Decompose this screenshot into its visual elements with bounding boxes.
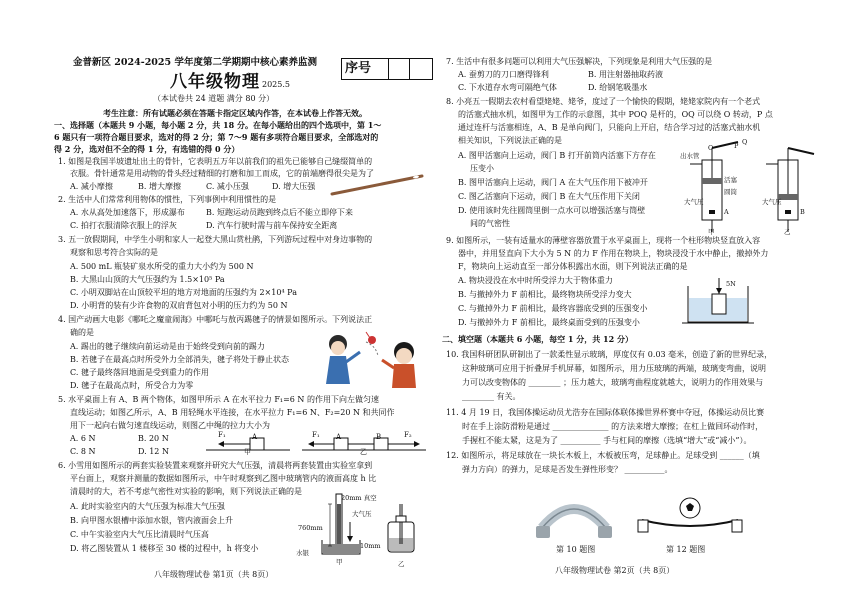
floating-block-diagram: [682, 276, 754, 332]
question-text: 相关知识，下列说法正确的是: [458, 136, 562, 145]
question-text: 2. 生活中人们常常利用物体的惯性，下列事例中利用惯性的是: [58, 195, 277, 204]
question-text: 手握杠不能太紧，这是为了 __________ 手与杠间的摩擦（选填“增大”或“减小”）。: [462, 436, 752, 445]
section-heading: 二、填空题（本题共 6 小题，每空 1 分，共 12 分）: [442, 334, 633, 344]
option: C. 8 N: [70, 447, 96, 456]
question-text: 5. 水平桌面上有 A、B 两个物体，如图甲所示 A 在水平拉力 F₁=6 N 的作用下向左做匀速: [58, 395, 379, 404]
option: D. 与撤掉外力 F 前相比，最终桌面受到的压强变小: [458, 318, 640, 327]
option: D. 给钢笔吸墨水: [588, 83, 648, 92]
question-text: 9. 如图所示，一装有适量水的薄壁容器放置于水平桌面上，现将一个柱形物块竖直放入容: [446, 236, 761, 245]
option: C. 与撤掉外力 F 前相比，最终容器底受到的压强变小: [458, 304, 648, 313]
figure-label: 甲: [244, 448, 251, 456]
section-heading: 6 题只有一项符合题目要求，选对的得 2 分；第 7～9 题有多项符合题目要求，全部选对的: [54, 132, 379, 142]
option: D. 12 N: [138, 447, 169, 456]
football-on-board-diagram: [636, 496, 744, 536]
option: C. 图乙活塞向下运动，阀门 B 在大气压作用下关闭: [458, 192, 640, 201]
question-text: 通过连杆与活塞相连，A、B 是单向阀门，只能向上开启，结合学习过的活塞式抽水机: [458, 123, 761, 132]
option: B. 与撤掉外力 F 前相比，最终物块所受浮力变大: [458, 290, 632, 299]
option: A. 水从高处加速落下，形成瀑布: [70, 208, 185, 217]
question-text: 衣服。骨针通常是用动物的骨头经过精细的打磨和加工而成，它的前端磨得很尖是为了: [70, 169, 374, 178]
question-text: 直线运动；如图乙所示，A、B 用轻绳水平连接，在水平拉力 F₁=6 N、F₂=20 N 和共同作: [70, 408, 395, 417]
figure-label: 甲: [708, 228, 715, 236]
question-text: ________ 有关。: [462, 392, 521, 401]
figure-caption: 第 10 题图: [556, 545, 596, 554]
block-label: A: [336, 433, 342, 441]
block-label: A: [252, 433, 258, 441]
figure-label: 圆筒: [724, 188, 737, 196]
question-text: 4. 国产动画大电影《哪吒之魔童闹海》中哪吒与敖丙踢毽子的情景如图所示。下列说法正: [58, 315, 373, 324]
question-text: 11. 4 月 19 日，我国体操运动员尤浩夯在国际体联体操世界杯赛中夺冠，体操运动员比赛: [446, 408, 765, 417]
option: A. 500 mL 瓶装矿泉水所受的重力大小约为 500 N: [70, 262, 254, 271]
question-text: 时在手上涂防滑粉是通过 ______________ 的方法来增大摩擦；在杠上做回环动作时，: [462, 422, 764, 431]
option: D. 汽车行驶时需与前车保持安全距离: [206, 221, 338, 230]
figure-label: 大气压: [352, 510, 372, 518]
question-text: 器中，并用竖直向下大小为 5 N 的力 F 作用在物块上，物块浸没于水中静止，撤掉外力: [458, 249, 769, 258]
figure-label: P: [734, 142, 739, 150]
question-text: 力可以改变物体的 ________ ；压力越大，玻璃弯曲程度就越大，说明力的作用效果与: [462, 378, 764, 387]
option: D. 毽子在最高点时，所受合力为零: [70, 381, 194, 390]
exam-date: 2025.5: [262, 80, 290, 89]
option: B. 若毽子在最高点时所受外力全部消失，毽子将处于静止状态: [70, 355, 289, 364]
option: B. 向甲图水银槽中添加水银，管内液面会上升: [70, 516, 233, 525]
question-text: 平台面上，观察并测量的数据如图所示，中午时观察到乙图中玻璃管内的液面高度 h 比: [70, 474, 377, 483]
figure-caption: 第 12 题图: [666, 545, 706, 554]
serial-cell[interactable]: [388, 59, 410, 79]
force-label: F₁: [218, 431, 226, 439]
pump-diagram: [680, 140, 830, 235]
question-text: 弹力方向）的弹力，足球是否发生弹性形变？ __________。: [462, 465, 673, 474]
figure-label: 20mm 真空: [341, 494, 377, 502]
question-text: 观察和思考符合实际的是: [70, 248, 158, 257]
page-footer: 八年级物理试卷 第1页（共 8页）: [154, 570, 274, 579]
block-label: B: [376, 433, 382, 441]
option: 压变小: [470, 164, 494, 173]
exam-scope: （本试卷共 24 道题 满分 80 分）: [153, 94, 275, 103]
notice: 考生注意：所有试题必须在答题卡指定区域内作答，在本试卷上作答无效。: [103, 108, 367, 118]
question-text: 3. 五一放假期间，中学生小明和家人一起登大黑山赏杜鹃，下列游玩过程中对身边事物的: [58, 235, 373, 244]
serial-label: 序号: [345, 61, 372, 76]
exam-header: 金普新区 2024-2025 学年度第二学期期中核心素养监测: [73, 57, 317, 68]
section-heading: 一、选择题（本题共 9 小题，每小题 2 分，共 18 分。在每小题给出的四个选项中，第 1～: [54, 120, 382, 130]
section-heading: 得 2 分，选对但不全的得 1 分，有选错的得 0 分）: [54, 144, 240, 154]
page-title: 八年级物理: [170, 72, 260, 92]
option: B. 大黑山山顶的大气压强约为 1.5×10⁵ Pa: [70, 275, 225, 284]
option: C. 下水道存水弯可隔绝气体: [458, 83, 557, 92]
question-text: 用下一起向右做匀速直线运动，则图乙中绳的拉力大小为: [70, 421, 270, 430]
figure-label: 乙: [360, 448, 367, 456]
option: B. 短跑运动员跑到终点后不能立即停下来: [206, 208, 353, 217]
flexible-glass-image: [536, 488, 612, 540]
figure-label: 出水管: [680, 152, 700, 160]
figure-label: Q: [742, 138, 748, 146]
option: A. 减小摩擦: [70, 182, 113, 191]
option: D. 使用该时先往圆筒里倒一点水可以增强活塞与筒壁: [458, 206, 646, 215]
question-text: 确的是: [70, 328, 94, 337]
option: A. 踢出的毽子继续向前运动是由于始终受到向前的踢力: [70, 342, 265, 351]
question-text: 这种玻璃可应用于折叠屏手机屏幕，如图所示，用力压玻璃的两端，玻璃变弯曲，说明: [462, 364, 766, 373]
option: C. 减小压强: [206, 182, 249, 191]
question-text: 清晨时的大，若不考虑气密性对实验的影响，则下列说法正确的是: [70, 487, 302, 496]
option: C. 小明双脚站在山顶较平坦的地方对地面的压强约为 2×10⁴ Pa: [70, 288, 297, 297]
bone-needle-image: [330, 170, 426, 200]
figure-label: 甲: [336, 558, 343, 566]
figure-label: 乙: [398, 560, 405, 568]
question-text: 的活塞式抽水机，如图甲为工作的示意图，其中 POQ 是杆的，OQ 可以绕 O 转动，P 点: [458, 110, 773, 119]
question-text: 10. 我国科研团队研制出了一款柔性显示玻璃，厚度仅有 0.03 毫米，创造了新的世界纪录，: [446, 350, 773, 359]
figure-label: 大气压: [762, 198, 782, 206]
force-label: F₂: [404, 431, 412, 439]
figure-label: 5N: [726, 280, 736, 288]
figure-label: A: [724, 208, 729, 216]
question-text: 8. 小亮五一假期去农村看望姥姥、姥爷，度过了一个愉快的假期，姥姥家院内有一个老式: [446, 97, 761, 106]
option: B. 图甲活塞向上运动，阀门 A 在大气压作用下被冲开: [458, 178, 648, 187]
question-text: 6. 小雪用如图所示的两套实验装置来观察并研究大气压强，清晨将两套装置由实验室拿到: [58, 461, 373, 470]
question-text: 7. 生活中有很多问题可以利用大气压强解决，下列现象是利用大气压强的是: [446, 57, 713, 66]
force-label: F₁: [312, 431, 320, 439]
option: A. 此时实验室内的大气压强为标准大气压强: [70, 502, 225, 511]
option: C. 毽子最终落回地面是受到重力的作用: [70, 368, 209, 377]
question-text: F，物块向上运动直至一部分体积露出水面，则下列说法正确的是: [458, 262, 688, 271]
page-footer: 八年级物理试卷 第2页（共 8页）: [555, 566, 675, 575]
figure-label: 大气压: [684, 198, 704, 206]
figure-label: 10mm: [360, 542, 381, 550]
option: B. 增大摩擦: [138, 182, 181, 191]
figure-label: 乙: [784, 228, 791, 236]
option: A. 6 N: [70, 434, 96, 443]
option: D. 小明背的装有少许食物的双肩背包对小明的压力约为 50 N: [70, 301, 288, 310]
figure-label: B: [800, 208, 805, 216]
question-text: 1. 如图是我国半坡遗址出土的骨针，它表明五万年以前我们的祖先已能够自己缝缀简单的: [58, 157, 373, 166]
option: 间的气密性: [470, 219, 510, 228]
serial-number-box[interactable]: [341, 58, 433, 80]
option: C. 拍打衣服清除衣服上的浮灰: [70, 221, 177, 230]
option: B. 用注射器抽取药液: [588, 70, 663, 79]
option: A. 蚕剪刀的刀口磨得锋利: [458, 70, 549, 79]
shuttlecock-cartoon: [316, 330, 426, 392]
option: A. 物块浸没在水中时所受浮力大于物体重力: [458, 276, 613, 285]
option: B. 20 N: [138, 434, 169, 443]
option: A. 图甲活塞向上运动，阀门 B 打开前筒内活塞下方存在: [458, 151, 656, 160]
figure-label: 活塞: [724, 176, 737, 184]
figure-label: 水银: [296, 549, 309, 557]
option: C. 中午实验室内大气压比清晨时气压高: [70, 530, 209, 539]
serial-cell[interactable]: [409, 59, 431, 79]
figure-label: 760mm: [298, 524, 323, 532]
option: D. 将乙图装置从 1 楼移至 30 楼的过程中，h 将变小: [70, 544, 259, 553]
question-text: 12. 如图所示，将足球放在一块长木板上，木板被压弯，足球静止。足球受到 ______（填: [446, 451, 760, 460]
option: D. 增大压强: [272, 182, 316, 191]
figure-label: O: [708, 144, 714, 152]
